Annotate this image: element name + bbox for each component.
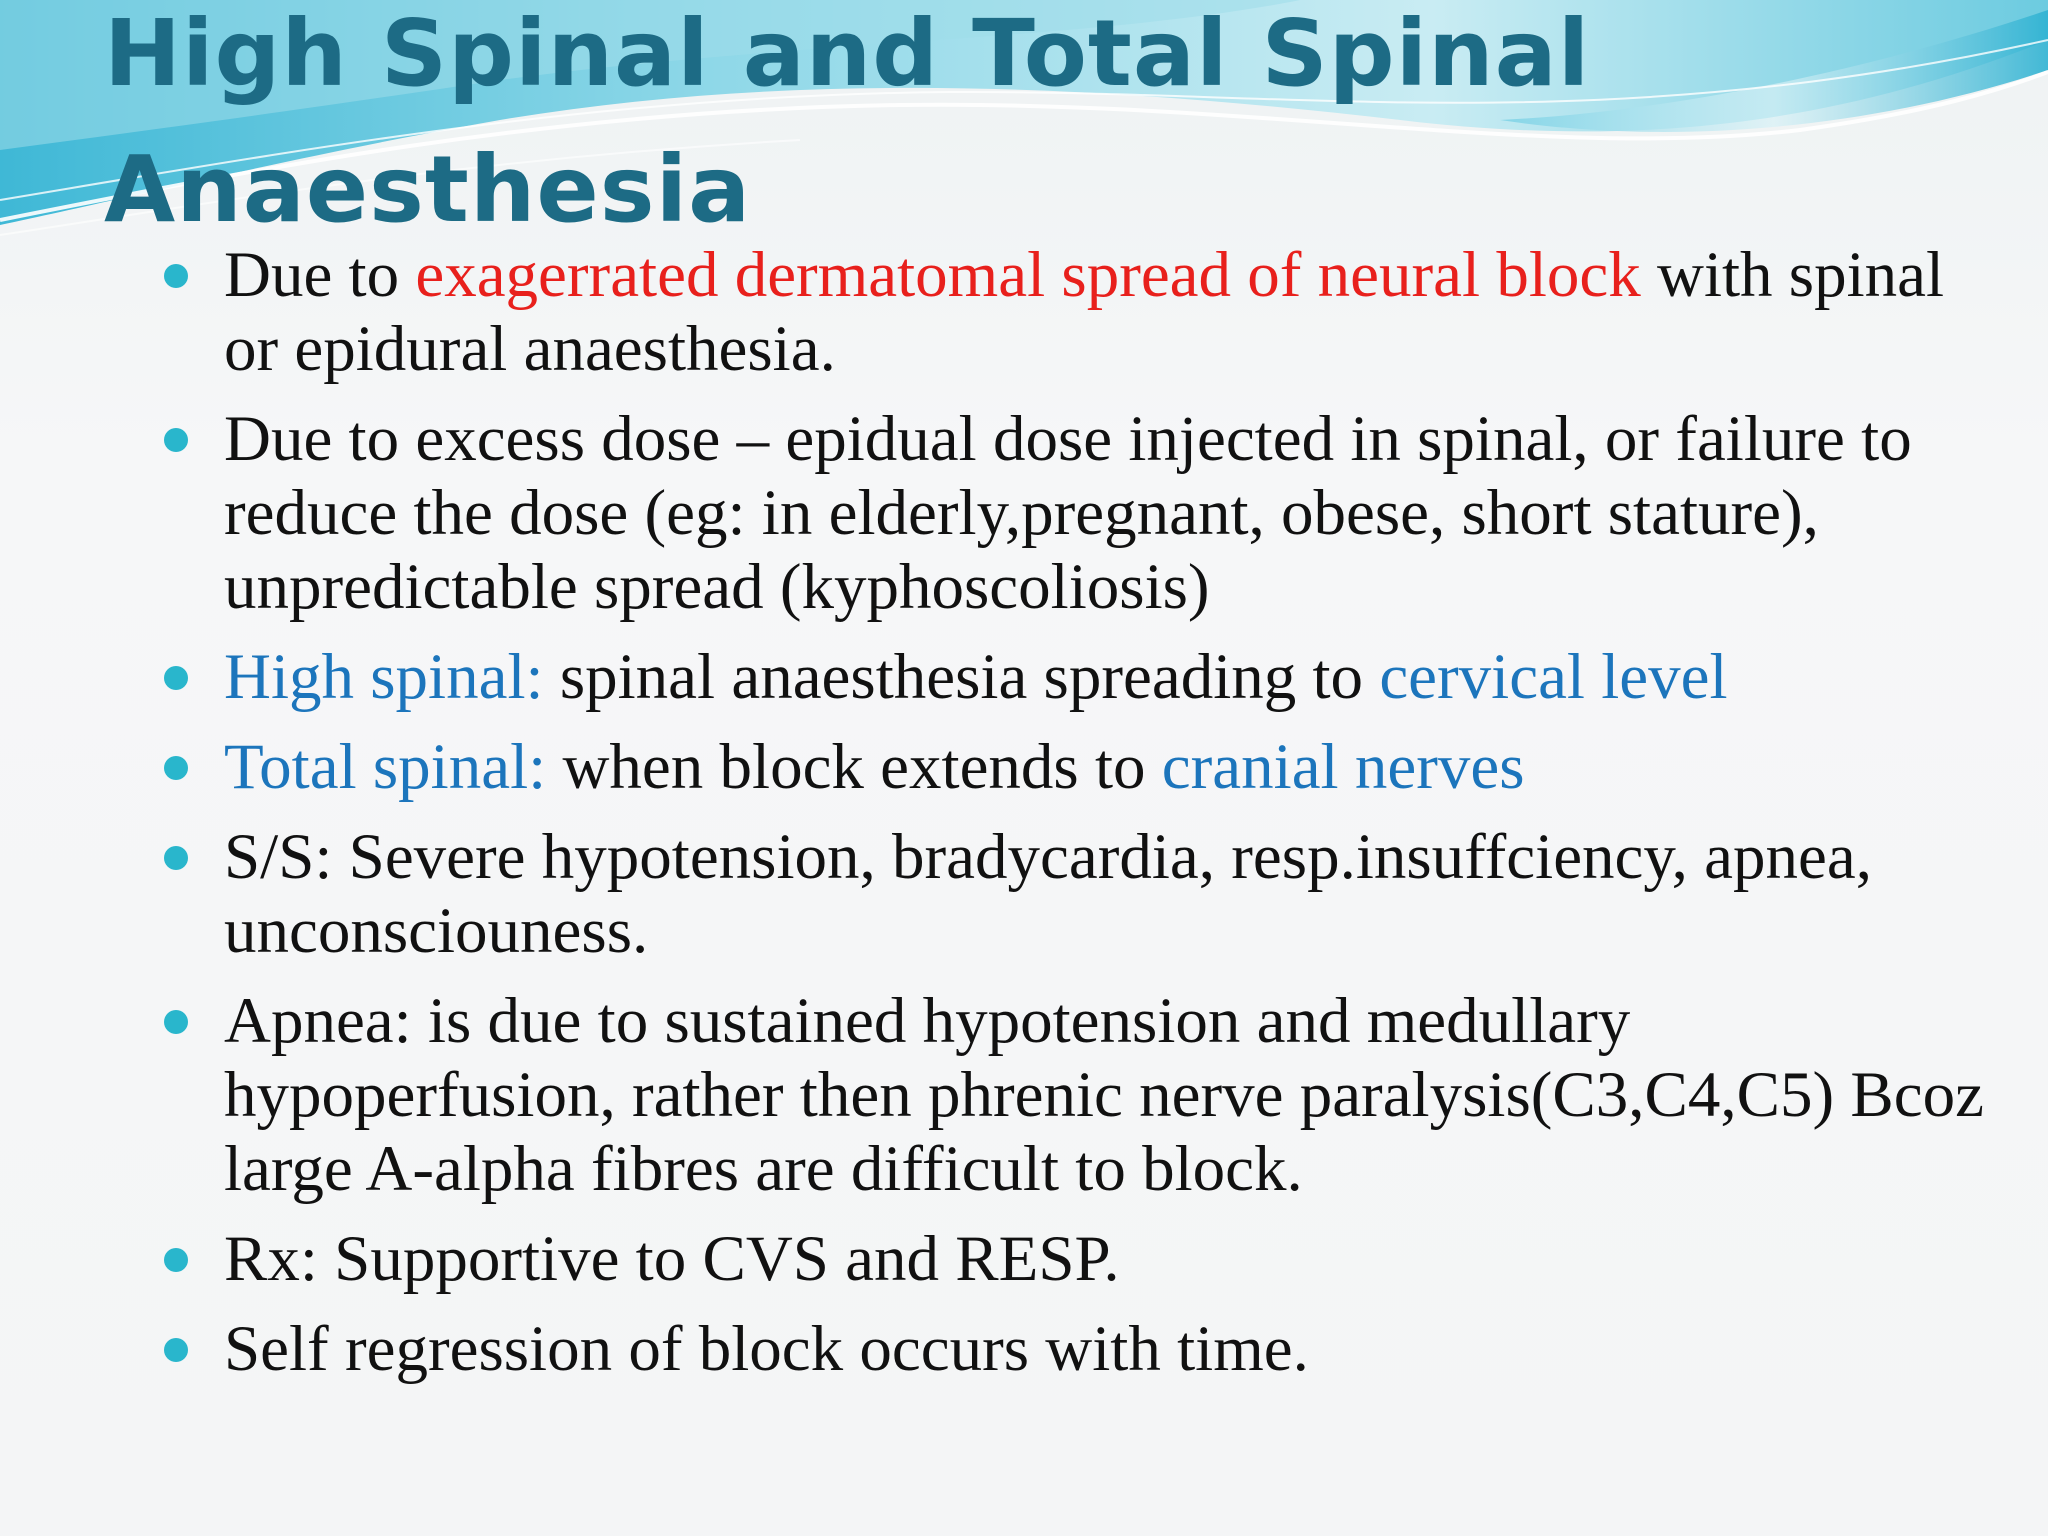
bullet-list bbox=[164, 238, 1994, 1402]
bullet-dot-icon bbox=[164, 1338, 188, 1362]
bullet-dot-icon bbox=[164, 666, 188, 690]
bullet-label-blue: High spinal: bbox=[224, 641, 544, 713]
bullet-dot-icon bbox=[164, 1248, 188, 1272]
bullet-text: Apnea: is due to sustained hypotension and medullary hypoperfusion, rather then phrenic nerve paralysis(C3,C4,C5) Bcoz large A-alpha fibres are difficult to block. bbox=[224, 985, 1984, 1205]
bullet-item bbox=[164, 1222, 1994, 1296]
bullet-item bbox=[164, 238, 1994, 386]
bullet-dot-icon bbox=[164, 1010, 188, 1034]
bullet-text: spinal anaesthesia spreading to bbox=[543, 641, 1380, 713]
bullet-item bbox=[164, 1312, 1994, 1386]
bullet-text: with spinal or epidural anaesthesia. bbox=[224, 239, 1945, 385]
bullet-dot-icon bbox=[164, 264, 188, 288]
bullet-text: Due to bbox=[224, 239, 416, 311]
bullet-item bbox=[164, 730, 1994, 804]
bullet-highlight-blue: cervical level bbox=[1379, 641, 1728, 713]
bullet-dot-icon bbox=[164, 428, 188, 452]
bullet-dot-icon bbox=[164, 846, 188, 870]
bullet-item bbox=[164, 820, 1994, 968]
slide-title-line1: High Spinal and Total Spinal bbox=[104, 0, 1591, 107]
bullet-text: Self regression of block occurs with time. bbox=[224, 1313, 1309, 1385]
bullet-item bbox=[164, 984, 1994, 1206]
bullet-text: Rx: Supportive to CVS and RESP. bbox=[224, 1223, 1120, 1295]
bullet-highlight-red: exagerrated dermatomal spread of neural block bbox=[415, 239, 1641, 311]
bullet-item bbox=[164, 402, 1994, 624]
bullet-dot-icon bbox=[164, 756, 188, 780]
slide-title bbox=[104, 0, 1804, 258]
bullet-item bbox=[164, 640, 1994, 714]
bullet-text: Due to excess dose – epidual dose injected in spinal, or failure to reduce the dose (eg: in elderly,pregnant, obese, short stature), unpredictable spread (kyphoscoliosis) bbox=[224, 403, 1912, 623]
bullet-text: when block extends to bbox=[546, 731, 1162, 803]
bullet-highlight-blue: cranial nerves bbox=[1161, 731, 1525, 803]
bullet-text: S/S: Severe hypotension, bradycardia, resp.insuffciency, apnea, unconsciouness. bbox=[224, 821, 1872, 967]
bullet-label-blue: Total spinal: bbox=[224, 731, 547, 803]
slide-title-line2: Anaesthesia bbox=[104, 136, 752, 243]
